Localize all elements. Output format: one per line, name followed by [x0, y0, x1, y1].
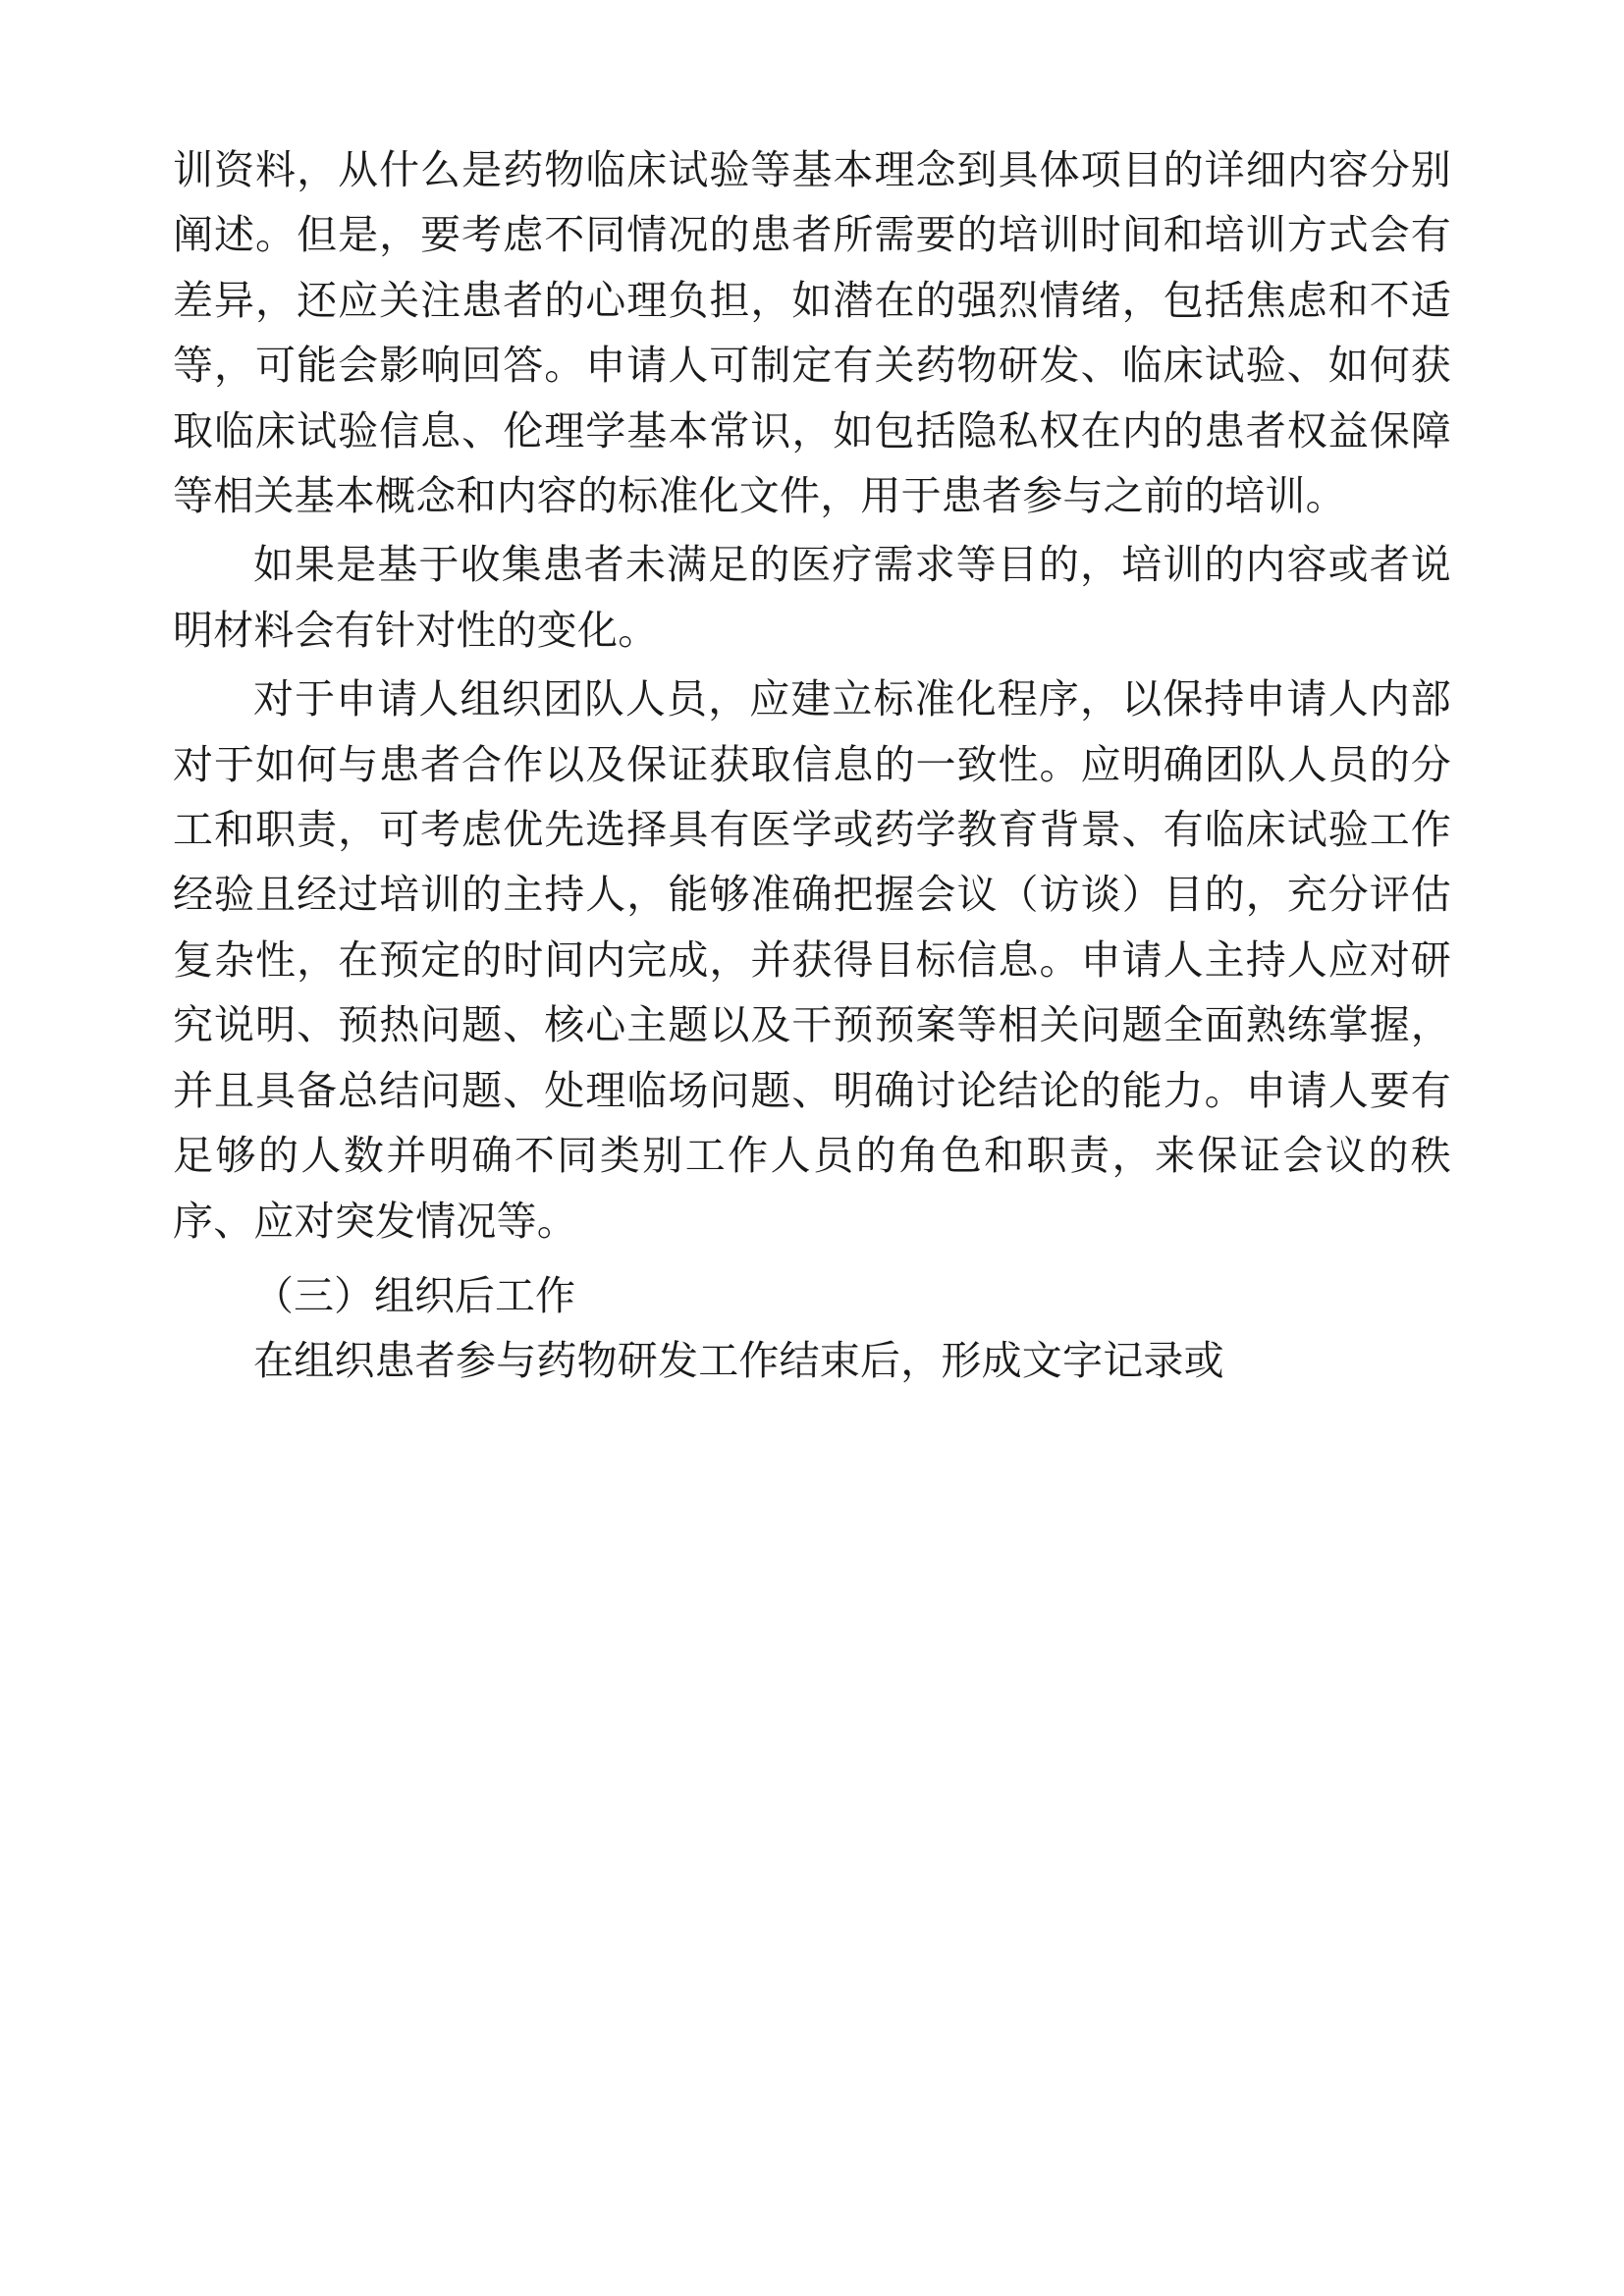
paragraph-unmet-needs: 如果是基于收集患者未满足的医疗需求等目的，培训的内容或者说明材料会有针对性的变化。: [173, 541, 1451, 654]
document-body: [173, 137, 1451, 1394]
paragraph-closing: 在组织患者参与药物研发工作结束后，形成文字记录或: [253, 1337, 1224, 1385]
paragraph-training-materials: 训资料，从什么是药物临床试验等基本理念到具体项目的详细内容分别阐述。但是，要考虑不同情况的患者所需要的培训时间和培训方式会有差异，还应关注患者的心理负担，如潜在的强烈情绪，包括焦虑和不适等，可能会影响回答。申请人可制定有关药物研发、临床试验、如何获取临床试验信息、伦理学基本常识，如包括隐私权在内的患者权益保障等相关基本概念和内容的标准化文件，用于患者参与之前的培训。: [173, 146, 1451, 520]
paragraph-team-members: 对于申请人组织团队人员，应建立标准化程序，以保持申请人内部对于如何与患者合作以及保证获取信息的一致性。应明确团队人员的分工和职责，可考虑优先选择具有医学或药学教育背景、有临床试验工作经验且经过培训的主持人，能够准确把握会议（访谈）目的，充分评估复杂性，在预定的时间内完成，并获得目标信息。申请人主持人应对研究说明、预热问题、核心主题以及干预预案等相关问题全面熟练掌握，并且具备总结问题、处理临场问题、明确讨论结论的能力。申请人要有足够的人数并明确不同类别工作人员的角色和职责，来保证会议的秩序、应对突发情况等。: [173, 675, 1451, 1245]
section-heading-post-organization: （三）组织后工作: [253, 1271, 575, 1319]
